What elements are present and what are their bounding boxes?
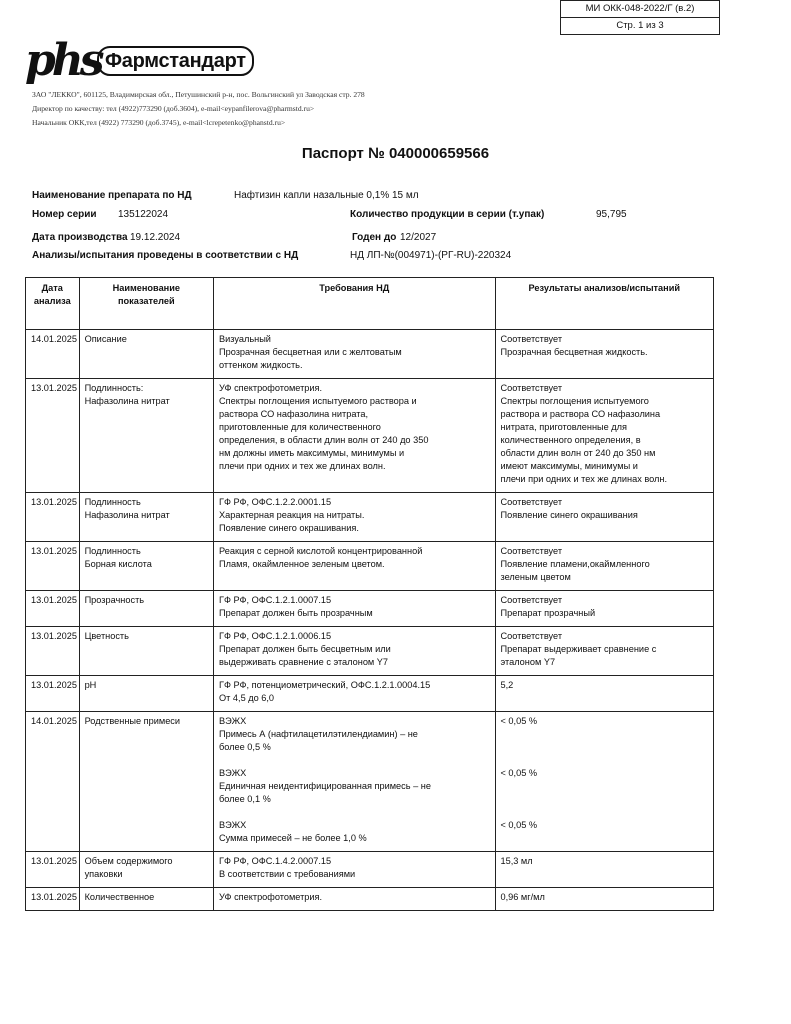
result-line: имеют максимумы, минимумы и [500,461,638,471]
result-line: Спектры поглощения испытуемого [500,396,649,406]
result-line: нитрата, приготовленные для [500,422,627,432]
parameter-name-line: Подлинность [84,546,141,556]
parameter-name-line: Подлинность [84,497,141,507]
document-code: МИ ОКК-048-2022/Г (в.2) [585,3,695,14]
header-requirements: Требования НД [214,278,496,330]
table-row [26,852,714,888]
requirement-line: Единичная неидентифицированная примесь – не [219,781,431,791]
requirement-line: ГФ РФ, ОФС.1.2.1.0006.15 [219,631,332,641]
parameter-name [79,493,213,542]
result-line: эталоном Y7 [500,657,556,667]
requirement [214,493,496,542]
requirement-line: Характерная реакция на нитраты. [219,510,365,520]
table-row [26,330,714,379]
company-info [32,88,365,130]
requirement [214,712,496,852]
requirement-line: Прозрачная бесцветная или с желтоватым [219,347,402,357]
analysis-date: 14.01.2025 [26,330,80,379]
batch-value: 135122024 [118,209,169,220]
parameter-name-line: Родственные примеси [84,716,181,726]
analysis-date: 13.01.2025 [26,591,80,627]
requirement-line: Спектры поглощения испытуемого раствора и [219,396,417,406]
result-line: Препарат выдерживает сравнение с [500,644,657,654]
parameter-name-line: Цветность [84,631,129,641]
production-date-label: Дата производства [32,232,128,243]
requirement-line: более 0,5 % [219,742,271,752]
page-info: Стр. 1 из 3 [561,17,719,34]
result [495,712,714,852]
logo-mark: phs [25,35,101,86]
requirement-line: плечи при одних и тех же длинах волн. [219,461,386,471]
parameter-name [79,627,213,676]
document-code-box [560,0,720,35]
logo-name: Фармстандарт [97,46,254,76]
table-row [26,627,714,676]
table-row [26,676,714,712]
analysis-date: 13.01.2025 [26,379,80,493]
result-line: < 0,05 % [500,820,538,830]
requirement-line: ВЭЖХ [219,768,247,778]
result-line: количественного определения, в [500,435,641,445]
expiry-value: 12/2027 [400,232,437,243]
result-line: < 0,05 % [500,716,538,726]
parameter-name-line: Количественное [84,892,155,902]
requirement [214,591,496,627]
requirement-line: Сумма примесей – не более 1,0 % [219,833,367,843]
result-line: плечи при одних и тех же длинах волн. [500,474,668,484]
requirement-line: выдерживать сравнение с эталоном Y7 [219,657,389,667]
result [495,888,714,911]
parameter-name [79,591,213,627]
result-line: Препарат прозрачный [500,608,596,618]
result [495,330,714,379]
requirement-line: От 4,5 до 6,0 [219,693,275,703]
result-line [501,728,709,741]
result [495,627,714,676]
requirement-line: нм должны иметь максимумы, минимумы и [219,448,405,458]
result [495,542,714,591]
table-row [26,542,714,591]
table-row [26,712,714,852]
result-line [501,741,709,754]
result-line: Появление синего окрашивания [500,510,638,520]
quantity-label: Количество продукции в серии (т.упак) [350,209,545,220]
result-line: 15,3 мл [500,856,533,866]
parameter-name [79,542,213,591]
requirement-line: Пламя, окаймленное зеленым цветом. [219,559,385,569]
production-date-value: 19.12.2024 [130,232,181,243]
expiry-label: Годен до [352,232,397,243]
table-row [26,888,714,911]
drug-name-label: Наименование препарата по НД [32,190,192,201]
result-line: раствора и раствора СО нафазолина [500,409,661,419]
result-line: Соответствует [500,497,563,507]
result-line: < 0,05 % [500,768,538,778]
requirement-line: определения, в области длин волн от 240 до 350 [219,435,429,445]
requirement-line: Появление синего окрашивания. [219,523,359,533]
requirement-line: Реакция с серной кислотой концентрированной [219,546,423,556]
parameter-name-line: Прозрачность [84,595,145,605]
result-line: Соответствует [500,546,563,556]
quantity-value: 95,795 [596,209,627,220]
result-line: Соответствует [500,595,563,605]
requirement-line: УФ спектрофотометрия. [219,892,323,902]
result-line: 0,96 мг/мл [500,892,545,902]
requirement-line: ГФ РФ, ОФС.1.4.2.0007.15 [219,856,332,866]
table-body [26,330,714,911]
drug-name-value: Нафтизин капли назальные 0,1% 15 мл [234,190,419,201]
analyses-label: Анализы/испытания проведены в соответствии с НД [32,250,299,261]
requirement-line: ГФ РФ, ОФС.1.2.1.0007.15 [219,595,332,605]
table-header-row [26,278,714,330]
parameter-name-line: pH [84,680,97,690]
requirement-line: УФ спектрофотометрия. [219,383,323,393]
parameter-name [79,712,213,852]
requirement-line: ГФ РФ, потенциометрический, ОФС.1.2.1.0004.15 [219,680,431,690]
table-row [26,379,714,493]
result [495,852,714,888]
requirement-line: более 0,1 % [219,794,271,804]
result-line: Появление пламени,окаймленного [500,559,650,569]
requirement [214,676,496,712]
parameter-name [79,379,213,493]
requirement-line: раствора СО нафазолина нитрата, [219,409,369,419]
requirement-line: ВЭЖХ [219,820,247,830]
analysis-date: 13.01.2025 [26,676,80,712]
requirement-line [219,806,490,819]
requirement-line: Препарат должен быть прозрачным [219,608,373,618]
parameter-name-line: Объем содержимого [84,856,173,866]
parameter-name [79,888,213,911]
parameter-name-line: Борная кислота [84,559,152,569]
result [495,591,714,627]
requirement [214,542,496,591]
result-line: зеленым цветом [500,572,571,582]
requirement-line: В соответствии с требованиями [219,869,356,879]
analysis-date: 13.01.2025 [26,852,80,888]
requirement [214,330,496,379]
table-row [26,493,714,542]
analysis-date: 13.01.2025 [26,627,80,676]
result [495,493,714,542]
result-line: Соответствует [500,631,563,641]
result-line [501,806,709,819]
requirement [214,379,496,493]
analysis-date: 14.01.2025 [26,712,80,852]
requirement-line: Примесь А (нафтилацетилэтилендиамин) – не [219,729,418,739]
result-line: Соответствует [500,334,563,344]
passport-title: Паспорт № 040000659566 [301,145,490,162]
requirement [214,627,496,676]
parameter-name [79,852,213,888]
result-line: области длин волн от 240 до 350 нм [500,448,656,458]
batch-label: Номер серии [32,209,97,220]
analysis-date: 13.01.2025 [26,542,80,591]
parameter-name-line: Описание [84,334,127,344]
requirement [214,852,496,888]
parameter-name-line: Подлинность: [84,383,144,393]
parameter-name [79,330,213,379]
table-row [26,591,714,627]
quality-director-contact: Директор по качеству: тел (4922)773290 (доб.3604), e-mail<eypanfilerova@pharmstd.ru> [32,104,315,113]
result-line [501,780,709,793]
analysis-date: 13.01.2025 [26,888,80,911]
requirement-line: приготовленные для количественного [219,422,381,432]
analyses-value: НД ЛП-№(004971)-(РГ-RU)-220324 [350,250,512,261]
requirement-line: Препарат должен быть бесцветным или [219,644,391,654]
parameter-name [79,676,213,712]
result-line: Соответствует [500,383,563,393]
result [495,676,714,712]
requirement-line: ВЭЖХ [219,716,247,726]
requirement-line: оттенком жидкость. [219,360,303,370]
requirement-line: ГФ РФ, ОФС.1.2.2.0001.15 [219,497,332,507]
requirement-line: Визуальный [219,334,271,344]
analysis-date: 13.01.2025 [26,493,80,542]
result-line [501,754,709,767]
company-address: ЗАО "ЛЕККО", 601125, Владимирская обл., Петушинский р-н, пос. Вольгинский ул Заводская стр. 278 [32,90,365,99]
qc-head-contact: Начальник ОКК,тел (4922) 773290 (доб.3745), e-mail<lcrepetenko@phanstd.ru> [32,118,286,127]
requirement [214,888,496,911]
result-line: 5,2 [500,680,514,690]
header-results: Результаты анализов/испытаний [495,278,714,330]
result-line [501,793,709,806]
requirement-line [219,754,490,767]
result-line: Прозрачная бесцветная жидкость. [500,347,648,357]
result [495,379,714,493]
parameter-name-line: Нафазолина нитрат [84,396,170,406]
parameter-name-line: упаковки [84,869,123,879]
parameter-name-line: Нафазолина нитрат [84,510,170,520]
header-date: Дата анализа [26,278,80,330]
analysis-table [25,277,714,911]
header-name: Наименование показателей [79,278,213,330]
